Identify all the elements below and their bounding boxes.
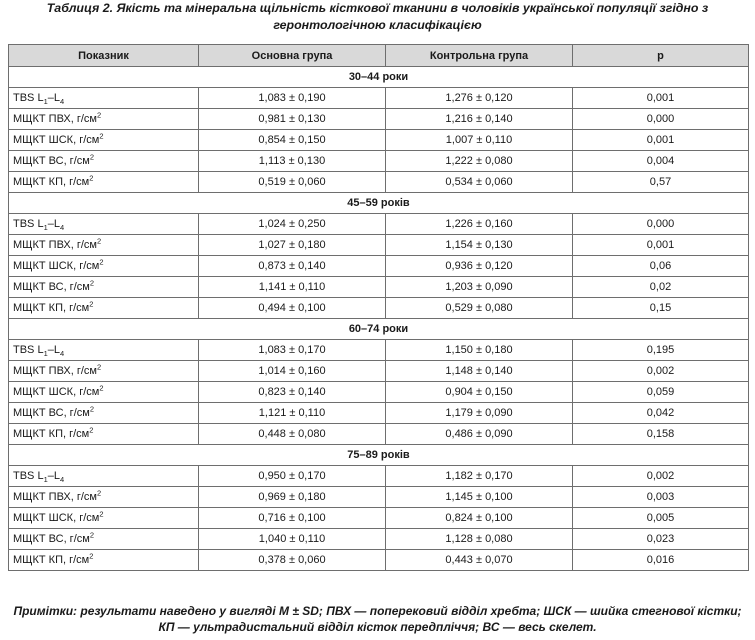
main-group-value: 1,027 ± 0,180 xyxy=(199,235,386,256)
column-header-indicator: Показник xyxy=(9,45,199,67)
indicator-label: МЩКТ ВС, г/см xyxy=(13,533,90,545)
indicator-label: –L xyxy=(47,470,60,482)
p-value: 0,57 xyxy=(573,172,749,193)
results-table xyxy=(8,44,749,571)
control-group-value: 1,276 ± 0,120 xyxy=(386,88,573,109)
p-value: 0,004 xyxy=(573,151,749,172)
unit-superscript: 2 xyxy=(99,383,104,393)
column-header-main-group: Основна група xyxy=(199,45,386,67)
indicator-label: МЩКТ КП, г/см xyxy=(13,302,90,314)
indicator-cell xyxy=(9,151,199,172)
p-value: 0,000 xyxy=(573,109,749,130)
main-group-value: 1,113 ± 0,130 xyxy=(199,151,386,172)
main-group-value: 0,494 ± 0,100 xyxy=(199,298,386,319)
indicator-label: TBS L xyxy=(13,92,44,104)
main-group-value: 0,823 ± 0,140 xyxy=(199,382,386,403)
table-note: Примітки: результати наведено у вигляді M ± SD; ПВХ — поперековий відділ хребта; ШСК — шийка стегнової кістки; КП — ультрадистальний відділ кісток передпліччя; ВС — весь скелет. xyxy=(13,604,742,634)
table-row xyxy=(9,151,749,172)
indicator-cell xyxy=(9,340,199,361)
unit-superscript: 2 xyxy=(99,131,104,141)
table-row xyxy=(9,550,749,571)
p-value: 0,002 xyxy=(573,466,749,487)
indicator-cell xyxy=(9,487,199,508)
main-group-value: 0,981 ± 0,130 xyxy=(199,109,386,130)
table-row xyxy=(9,214,749,235)
indicator-label: МЩКТ ШСК, г/см xyxy=(13,386,100,398)
table-row xyxy=(9,172,749,193)
age-group-row xyxy=(9,67,749,88)
age-group-title: 45–59 років xyxy=(9,193,749,214)
p-value: 0,016 xyxy=(573,550,749,571)
indicator-label: МЩКТ ПВХ, г/см xyxy=(13,113,97,125)
age-group-title: 60–74 роки xyxy=(9,319,749,340)
p-value: 0,15 xyxy=(573,298,749,319)
indicator-subscript: 1 xyxy=(43,223,48,233)
age-group-row xyxy=(9,445,749,466)
indicator-label: МЩКТ КП, г/см xyxy=(13,428,90,440)
table-row xyxy=(9,340,749,361)
indicator-cell xyxy=(9,550,199,571)
main-group-value: 0,873 ± 0,140 xyxy=(199,256,386,277)
indicator-label: МЩКТ ПВХ, г/см xyxy=(13,365,97,377)
unit-superscript: 2 xyxy=(99,509,104,519)
unit-superscript: 2 xyxy=(89,278,94,288)
p-value: 0,001 xyxy=(573,235,749,256)
table-row xyxy=(9,487,749,508)
indicator-label: TBS L xyxy=(13,218,44,230)
main-group-value: 1,014 ± 0,160 xyxy=(199,361,386,382)
indicator-label: –L xyxy=(47,92,60,104)
control-group-value: 0,904 ± 0,150 xyxy=(386,382,573,403)
table-row xyxy=(9,529,749,550)
unit-superscript: 2 xyxy=(89,425,94,435)
indicator-cell xyxy=(9,130,199,151)
main-group-value: 0,716 ± 0,100 xyxy=(199,508,386,529)
age-group-title: 30–44 роки xyxy=(9,67,749,88)
age-group-row xyxy=(9,193,749,214)
unit-superscript: 2 xyxy=(99,257,104,267)
p-value: 0,002 xyxy=(573,361,749,382)
main-group-value: 0,519 ± 0,060 xyxy=(199,172,386,193)
control-group-value: 0,824 ± 0,100 xyxy=(386,508,573,529)
indicator-label: МЩКТ КП, г/см xyxy=(13,554,90,566)
table-row xyxy=(9,466,749,487)
table-body xyxy=(9,67,749,571)
table-row xyxy=(9,109,749,130)
main-group-value: 1,024 ± 0,250 xyxy=(199,214,386,235)
indicator-cell xyxy=(9,382,199,403)
unit-superscript: 2 xyxy=(89,299,94,309)
main-group-value: 1,083 ± 0,170 xyxy=(199,340,386,361)
control-group-value: 0,443 ± 0,070 xyxy=(386,550,573,571)
p-value: 0,02 xyxy=(573,277,749,298)
unit-superscript: 2 xyxy=(89,173,94,183)
main-group-value: 1,083 ± 0,190 xyxy=(199,88,386,109)
control-group-value: 0,534 ± 0,060 xyxy=(386,172,573,193)
indicator-cell xyxy=(9,466,199,487)
p-value: 0,001 xyxy=(573,88,749,109)
p-value: 0,005 xyxy=(573,508,749,529)
indicator-cell xyxy=(9,298,199,319)
indicator-label: МЩКТ КП, г/см xyxy=(13,176,90,188)
table-row xyxy=(9,88,749,109)
p-value: 0,001 xyxy=(573,130,749,151)
main-group-value: 0,448 ± 0,080 xyxy=(199,424,386,445)
p-value: 0,000 xyxy=(573,214,749,235)
table-row xyxy=(9,361,749,382)
indicator-cell xyxy=(9,214,199,235)
table-row xyxy=(9,256,749,277)
table-row xyxy=(9,403,749,424)
indicator-cell xyxy=(9,109,199,130)
indicator-label: TBS L xyxy=(13,344,44,356)
p-value: 0,158 xyxy=(573,424,749,445)
indicator-cell xyxy=(9,235,199,256)
table-row xyxy=(9,508,749,529)
main-group-value: 1,121 ± 0,110 xyxy=(199,403,386,424)
indicator-label: МЩКТ ВС, г/см xyxy=(13,155,90,167)
table-row xyxy=(9,235,749,256)
indicator-label: МЩКТ ШСК, г/см xyxy=(13,512,100,524)
indicator-label: МЩКТ ПВХ, г/см xyxy=(13,239,97,251)
control-group-value: 1,216 ± 0,140 xyxy=(386,109,573,130)
main-group-value: 0,854 ± 0,150 xyxy=(199,130,386,151)
control-group-value: 1,222 ± 0,080 xyxy=(386,151,573,172)
p-value: 0,042 xyxy=(573,403,749,424)
table-header-row xyxy=(9,45,749,67)
control-group-value: 1,145 ± 0,100 xyxy=(386,487,573,508)
unit-superscript: 2 xyxy=(97,488,102,498)
indicator-subscript: 4 xyxy=(60,349,65,359)
control-group-value: 1,128 ± 0,080 xyxy=(386,529,573,550)
main-group-value: 1,141 ± 0,110 xyxy=(199,277,386,298)
column-header-p: р xyxy=(573,45,749,67)
control-group-value: 1,150 ± 0,180 xyxy=(386,340,573,361)
unit-superscript: 2 xyxy=(97,362,102,372)
control-group-value: 0,486 ± 0,090 xyxy=(386,424,573,445)
indicator-cell xyxy=(9,424,199,445)
column-header-control-group: Контрольна група xyxy=(386,45,573,67)
indicator-cell xyxy=(9,88,199,109)
indicator-label: МЩКТ ШСК, г/см xyxy=(13,260,100,272)
control-group-value: 1,203 ± 0,090 xyxy=(386,277,573,298)
table-row xyxy=(9,298,749,319)
p-value: 0,059 xyxy=(573,382,749,403)
table-row xyxy=(9,382,749,403)
main-group-value: 0,950 ± 0,170 xyxy=(199,466,386,487)
age-group-title: 75–89 років xyxy=(9,445,749,466)
unit-superscript: 2 xyxy=(97,110,102,120)
indicator-label: –L xyxy=(47,218,60,230)
indicator-cell xyxy=(9,529,199,550)
table-row xyxy=(9,130,749,151)
table-row xyxy=(9,424,749,445)
indicator-cell xyxy=(9,403,199,424)
indicator-subscript: 1 xyxy=(43,475,48,485)
control-group-value: 1,007 ± 0,110 xyxy=(386,130,573,151)
control-group-value: 1,182 ± 0,170 xyxy=(386,466,573,487)
indicator-subscript: 1 xyxy=(43,349,48,359)
control-group-value: 0,529 ± 0,080 xyxy=(386,298,573,319)
unit-superscript: 2 xyxy=(89,152,94,162)
unit-superscript: 2 xyxy=(89,530,94,540)
main-group-value: 0,378 ± 0,060 xyxy=(199,550,386,571)
control-group-value: 1,179 ± 0,090 xyxy=(386,403,573,424)
indicator-subscript: 1 xyxy=(43,97,48,107)
indicator-label: МЩКТ ВС, г/см xyxy=(13,407,90,419)
indicator-cell xyxy=(9,361,199,382)
control-group-value: 0,936 ± 0,120 xyxy=(386,256,573,277)
main-group-value: 1,040 ± 0,110 xyxy=(199,529,386,550)
indicator-subscript: 4 xyxy=(60,223,65,233)
indicator-label: МЩКТ ПВХ, г/см xyxy=(13,491,97,503)
p-value: 0,06 xyxy=(573,256,749,277)
p-value: 0,023 xyxy=(573,529,749,550)
unit-superscript: 2 xyxy=(89,551,94,561)
indicator-label: МЩКТ ШСК, г/см xyxy=(13,134,100,146)
main-group-value: 0,969 ± 0,180 xyxy=(199,487,386,508)
p-value: 0,003 xyxy=(573,487,749,508)
table-caption: Таблиця 2. Якість та мінеральна щільність кісткової тканини в чоловіків української популяції згідно з геронтологічною класифікацією xyxy=(46,1,709,32)
control-group-value: 1,226 ± 0,160 xyxy=(386,214,573,235)
age-group-row xyxy=(9,319,749,340)
indicator-cell xyxy=(9,508,199,529)
indicator-cell xyxy=(9,256,199,277)
indicator-label: –L xyxy=(47,344,60,356)
table-row xyxy=(9,277,749,298)
indicator-label: МЩКТ ВС, г/см xyxy=(13,281,90,293)
indicator-subscript: 4 xyxy=(60,475,65,485)
p-value: 0,195 xyxy=(573,340,749,361)
indicator-subscript: 4 xyxy=(60,97,65,107)
indicator-cell xyxy=(9,172,199,193)
indicator-label: TBS L xyxy=(13,470,44,482)
unit-superscript: 2 xyxy=(89,404,94,414)
control-group-value: 1,148 ± 0,140 xyxy=(386,361,573,382)
indicator-cell xyxy=(9,277,199,298)
unit-superscript: 2 xyxy=(97,236,102,246)
control-group-value: 1,154 ± 0,130 xyxy=(386,235,573,256)
